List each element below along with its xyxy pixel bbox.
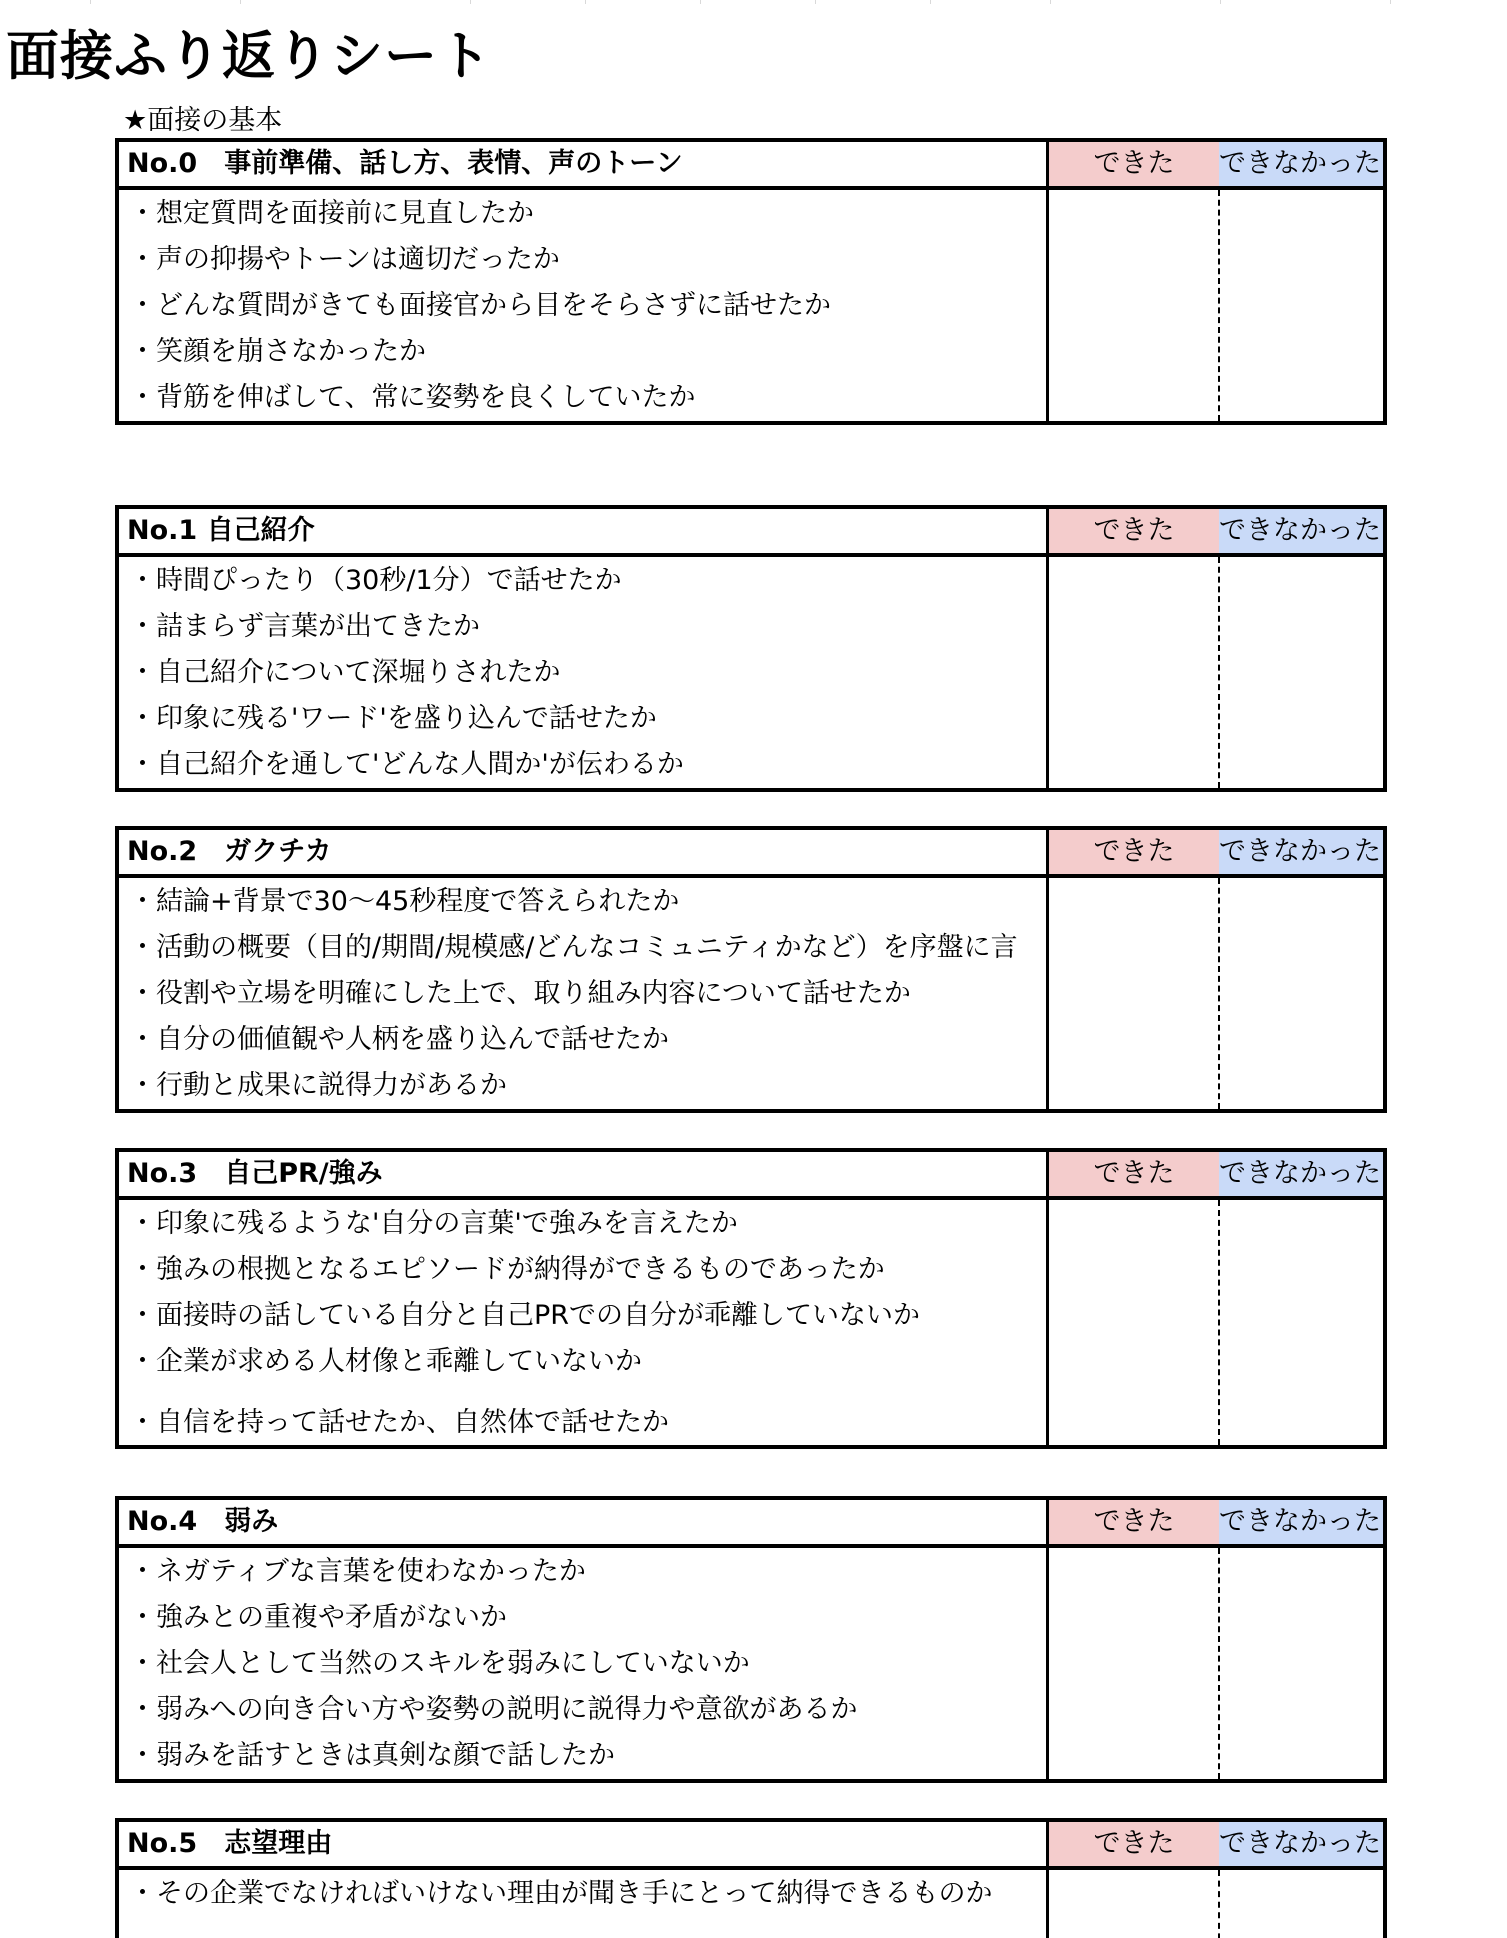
checklist-item[interactable]: ・役割や立場を明確にした上で、取り組み内容について話せたか — [129, 978, 911, 1009]
ok-cell[interactable] — [1049, 1870, 1218, 1938]
checklist-item[interactable]: ・弱みへの向き合い方や姿勢の説明に説得力や意欲があるか — [129, 1694, 858, 1725]
section-body — [119, 1870, 1383, 1938]
ok-cell[interactable] — [1049, 190, 1218, 421]
item-list — [119, 878, 1049, 1109]
item-list — [119, 190, 1049, 421]
section-heading[interactable]: No.4 弱み — [119, 1500, 1049, 1544]
dashed-divider — [1218, 1200, 1220, 1445]
item-list — [119, 1870, 1049, 1938]
sheet-column-guide — [1390, 0, 1391, 4]
checklist-item[interactable]: ・自信を持って話せたか、自然体で話せたか — [129, 1407, 669, 1438]
column-ng-header[interactable]: できなかった — [1219, 1822, 1383, 1866]
checklist-item[interactable]: ・背筋を伸ばして、常に姿勢を良くしていたか — [129, 382, 696, 413]
page-subtitle: ★面接の基本 — [123, 105, 283, 136]
dashed-divider — [1218, 1870, 1220, 1938]
ng-cell[interactable] — [1220, 1548, 1383, 1779]
checklist-item[interactable]: ・社会人として当然のスキルを弱みにしていないか — [129, 1648, 750, 1679]
column-ng-header[interactable]: できなかった — [1219, 1500, 1383, 1544]
section-body — [119, 1200, 1383, 1445]
dashed-divider — [1218, 878, 1220, 1109]
dashed-divider — [1218, 190, 1220, 421]
section-heading[interactable]: No.0 事前準備、話し方、表情、声のトーン — [119, 142, 1049, 186]
section-heading[interactable]: No.1 自己紹介 — [119, 509, 1049, 553]
section-heading[interactable]: No.5 志望理由 — [119, 1822, 1049, 1866]
page-title: 面接ふり返りシート — [6, 26, 492, 87]
column-ok-header[interactable]: できた — [1049, 1822, 1219, 1866]
ok-cell[interactable] — [1049, 557, 1218, 788]
ng-cell[interactable] — [1220, 878, 1383, 1109]
checklist-item[interactable]: ・時間ぴったり（30秒/1分）で話せたか — [129, 565, 622, 596]
column-ok-header[interactable]: できた — [1049, 1152, 1219, 1196]
section-header — [119, 830, 1383, 878]
checklist-item[interactable]: ・自己紹介を通して'どんな人間か'が伝わるか — [129, 749, 684, 780]
checklist-item[interactable]: ・活動の概要（目的/期間/規模感/どんなコミュニティかなど）を序盤に言 — [129, 932, 1018, 963]
ng-cell[interactable] — [1220, 190, 1383, 421]
ok-cell[interactable] — [1049, 1200, 1218, 1445]
section-body — [119, 1548, 1383, 1779]
checklist-item[interactable]: ・印象に残る'ワード'を盛り込んで話せたか — [129, 703, 657, 734]
section-header — [119, 509, 1383, 557]
checklist-item[interactable]: ・自分の価値観や人柄を盛り込んで話せたか — [129, 1024, 669, 1055]
section-header — [119, 142, 1383, 190]
sheet-column-guide — [90, 0, 91, 4]
ok-cell[interactable] — [1049, 1548, 1218, 1779]
section-header — [119, 1822, 1383, 1870]
checklist-item[interactable]: ・強みの根拠となるエピソードが納得ができるものであったか — [129, 1254, 885, 1285]
section-header — [119, 1500, 1383, 1548]
checklist-item[interactable]: ・その企業でなければいけない理由が聞き手にとって納得できるものか — [129, 1878, 993, 1909]
column-ng-header[interactable]: できなかった — [1219, 830, 1383, 874]
dashed-divider — [1218, 557, 1220, 788]
column-ok-header[interactable]: できた — [1049, 1500, 1219, 1544]
ng-cell[interactable] — [1220, 1870, 1383, 1938]
checklist-item[interactable]: ・行動と成果に説得力があるか — [129, 1070, 507, 1101]
dashed-divider — [1218, 1548, 1220, 1779]
column-ng-header[interactable]: できなかった — [1219, 509, 1383, 553]
item-list — [119, 1548, 1049, 1779]
checklist-item[interactable]: ・強みとの重複や矛盾がないか — [129, 1602, 507, 1633]
sheet-column-guide — [240, 0, 241, 4]
checklist-section-2 — [115, 826, 1387, 1113]
column-ng-header[interactable]: できなかった — [1219, 1152, 1383, 1196]
section-header — [119, 1152, 1383, 1200]
sheet-column-guide — [470, 0, 471, 4]
item-list — [119, 557, 1049, 788]
column-ok-header[interactable]: できた — [1049, 142, 1219, 186]
checklist-item[interactable]: ・ネガティブな言葉を使わなかったか — [129, 1556, 586, 1587]
ng-cell[interactable] — [1220, 557, 1383, 788]
sheet-column-guide — [815, 0, 816, 4]
checklist-section-3 — [115, 1148, 1387, 1449]
column-ok-header[interactable]: できた — [1049, 509, 1219, 553]
sheet-column-guide — [585, 0, 586, 4]
section-body — [119, 878, 1383, 1109]
checklist-section-5 — [115, 1818, 1387, 1938]
ok-cell[interactable] — [1049, 878, 1218, 1109]
item-list — [119, 1200, 1049, 1445]
section-body — [119, 557, 1383, 788]
checklist-item[interactable]: ・笑顔を崩さなかったか — [129, 336, 426, 367]
ng-cell[interactable] — [1220, 1200, 1383, 1445]
checklist-item[interactable]: ・詰まらず言葉が出てきたか — [129, 611, 480, 642]
checklist-section-1 — [115, 505, 1387, 792]
sheet-column-guide — [700, 0, 701, 4]
sheet-column-guide — [1050, 0, 1051, 4]
checklist-section-0 — [115, 138, 1387, 425]
checklist-item[interactable]: ・企業が求める人材像と乖離していないか — [129, 1346, 642, 1377]
checklist-item[interactable]: ・弱みを話すときは真剣な顔で話したか — [129, 1740, 615, 1771]
sheet-column-guide — [930, 0, 931, 4]
sheet-column-guide — [1220, 0, 1221, 4]
checklist-item[interactable]: ・面接時の話している自分と自己PRでの自分が乖離していないか — [129, 1300, 921, 1331]
checklist-item[interactable]: ・想定質問を面接前に見直したか — [129, 198, 534, 229]
section-body — [119, 190, 1383, 421]
checklist-item[interactable]: ・自己紹介について深堀りされたか — [129, 657, 561, 688]
checklist-section-4 — [115, 1496, 1387, 1783]
column-ng-header[interactable]: できなかった — [1219, 142, 1383, 186]
section-heading[interactable]: No.3 自己PR/強み — [119, 1152, 1049, 1196]
checklist-item[interactable]: ・結論+背景で30〜45秒程度で答えられたか — [129, 886, 680, 917]
checklist-item[interactable]: ・印象に残るような'自分の言葉'で強みを言えたか — [129, 1208, 738, 1239]
checklist-item[interactable]: ・どんな質問がきても面接官から目をそらさずに話せたか — [129, 290, 831, 321]
section-heading[interactable]: No.2 ガクチカ — [119, 830, 1049, 874]
checklist-item[interactable]: ・声の抑揚やトーンは適切だったか — [129, 244, 560, 275]
column-ok-header[interactable]: できた — [1049, 830, 1219, 874]
